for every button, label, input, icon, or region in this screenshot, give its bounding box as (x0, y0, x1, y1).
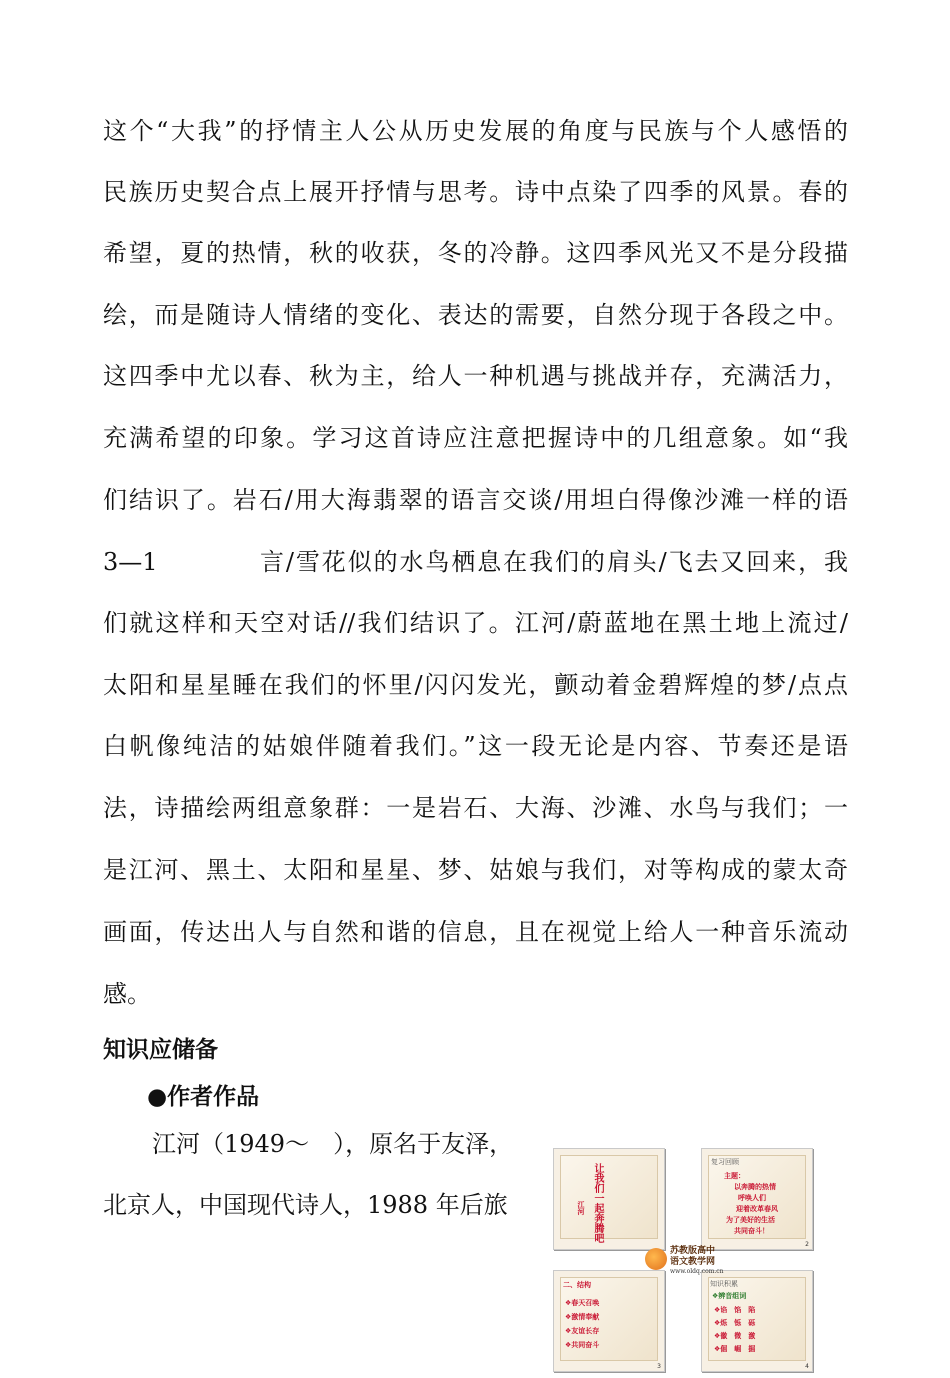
section-heading: 知识应储备 (103, 1037, 218, 1063)
slide-text: 主题： (724, 1172, 745, 1180)
author-line: 江河（1949～ ），原名于友泽， (152, 1130, 514, 1158)
slide-thumbnail (701, 1270, 813, 1372)
paragraph-line: 这个“大我”的抒情主人公从历史发展的角度与民族与个人感悟的 (103, 117, 848, 145)
page-marker: 3—1 (103, 548, 158, 576)
paragraph-line: 充满希望的印象。学习这首诗应注意把握诗中的几组意象。如“我 (103, 424, 848, 452)
slide-thumbnail (553, 1148, 665, 1250)
logo-text (670, 1246, 715, 1268)
slide-title: 让我们一起奔腾吧 (592, 1163, 603, 1243)
paragraph-line: 们结识了。岩石/用大海翡翠的语言交谈/用坦白得像沙滩一样的语 (103, 486, 848, 514)
paragraph-line: 感。 (103, 980, 151, 1008)
slide-text: 呼唤人们 (738, 1194, 766, 1202)
paragraph-line: 画面，传达出人与自然和谐的信息，且在视觉上给人一种音乐流动 (103, 918, 848, 946)
slide-text: ❖激情奉献 (565, 1313, 600, 1321)
site-logo (645, 1246, 735, 1276)
paragraph-line: 民族历史契合点上展开抒情与思考。诗中点染了四季的风景。春的 (103, 178, 848, 206)
logo-line: 语文教学网 (670, 1257, 716, 1267)
paragraph-line: 们就这样和天空对话//我们结识了。江河/蔚蓝地在黑土地上流过/ (103, 609, 848, 637)
slide-page-number: 3 (657, 1363, 661, 1370)
slide-text: ❖谄 馅 陷 (714, 1306, 756, 1314)
paragraph-line: 白帆像纯洁的姑娘伴随着我们。”这一段无论是内容、节奏还是语 (103, 732, 848, 760)
slide-header: 复习回顾 (711, 1158, 739, 1166)
slide-text: ❖共同奋斗 (565, 1341, 600, 1349)
logo-icon (645, 1248, 667, 1270)
paragraph-line: 是江河、黑土、太阳和星星、梦、姑娘与我们，对等构成的蒙太奇 (103, 856, 848, 884)
slide-text: ❖倔 崛 掘 (714, 1345, 756, 1353)
sub-heading: ●作者作品 (147, 1084, 260, 1110)
slide-thumbnail (553, 1270, 665, 1372)
author-line: 北京人，中国现代诗人，1988 年后旅 (103, 1191, 508, 1219)
slide-text: ❖烁 铄 砾 (714, 1319, 756, 1327)
slide-text: ❖友谊长存 (565, 1327, 600, 1335)
paragraph-line: 希望，夏的热情，秋的收获，冬的冷静。这四季风光又不是分段描 (103, 239, 848, 267)
slide-text: 为了美好的生活 (726, 1216, 775, 1224)
paragraph-line: 这四季中尤以春、秋为主，给人一种机遇与挑战并存，充满活力， (103, 362, 848, 390)
slide-text: ❖春天召唤 (565, 1299, 600, 1307)
slide-thumbnail (701, 1148, 813, 1250)
slide-text: 迎着改革春风 (736, 1205, 778, 1213)
slide-thumbnails (553, 1148, 818, 1373)
paragraph-line: 言/雪花似的水鸟栖息在我们的肩头/飞去又回来，我 (260, 548, 848, 576)
slide-text: 以奔腾的热情 (734, 1183, 776, 1191)
slide-author: 江河 (577, 1201, 585, 1215)
paragraph-line: 法，诗描绘两组意象群：一是岩石、大海、沙滩、水鸟与我们；一 (103, 794, 848, 822)
paragraph-line: 绘，而是随诗人情绪的变化、表达的需要，自然分现于各段之中。 (103, 301, 848, 329)
slide-header: 二、结构 (563, 1281, 591, 1289)
slide-text: 共同奋斗！ (734, 1227, 769, 1235)
logo-url: www.oldq.com.cn (670, 1268, 724, 1275)
slide-text: ❖徽 微 激 (714, 1332, 756, 1340)
slide-header: 知识积累 (710, 1280, 738, 1288)
slide-page-number: 2 (805, 1241, 809, 1248)
slide-text: ❖辨音组词 (712, 1292, 747, 1300)
slide-page-number: 4 (805, 1363, 809, 1370)
logo-line: 苏教版高中 (670, 1246, 716, 1256)
paragraph-line: 太阳和星星睡在我们的怀里/闪闪发光，颤动着金碧辉煌的梦/点点 (103, 671, 848, 699)
